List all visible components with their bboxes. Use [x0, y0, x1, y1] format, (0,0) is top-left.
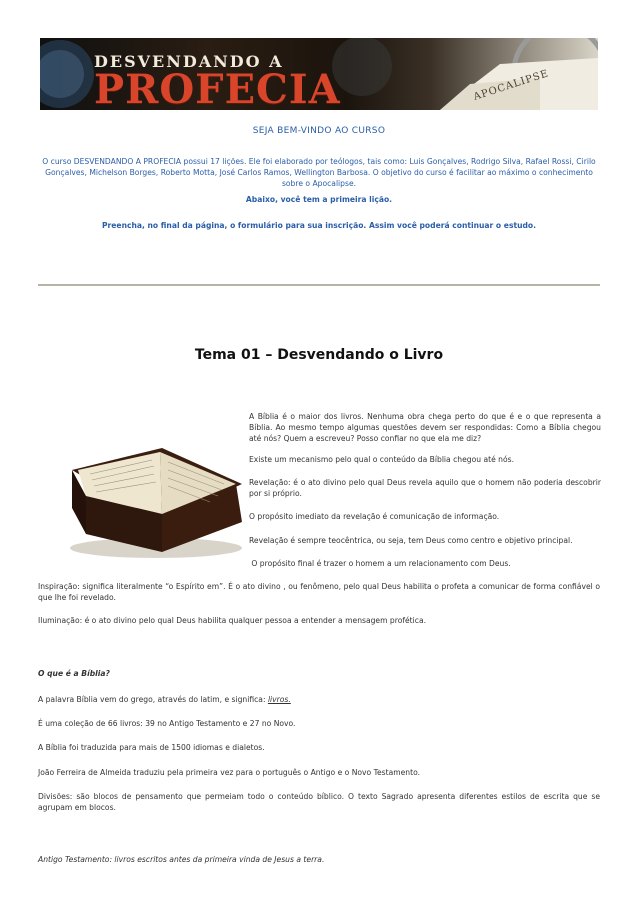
old-testament-paragraph: Antigo Testamento: livros escritos antes da primeira vinda de Jesus a terra. — [38, 855, 325, 864]
registration-note: Preencha, no final da página, o formulário para sua inscrição. Assim você poderá continuar o estudo. — [101, 221, 537, 230]
ferreira-paragraph: João Ferreira de Almeida traduziu pela primeira vez para o português o Antigo e o Novo Testamento. — [38, 768, 421, 777]
divisions-paragraph: Divisões: são blocos de pensamento que permeiam todo o conteúdo bíblico. O texto Sagrado apresenta diferentes estilos de escrita que se agrupam em blocos. — [38, 792, 600, 812]
course-intro: O curso DESVENDANDO A PROFECIA possui 17 lições. Ele foi elaborado por teólogos, tais como: Luis Gonçalves, Rodrigo Silva, Rafael Rossi, Cirilo Gonçalves, Michelson Borges, Roberto Motta, José Carlos Ramos, Wellington Barbosa. O objetivo do curso é facilitar ao máximo o conhecimento sobre o Apocalipse. — [42, 157, 596, 188]
banner-top-text: DESVENDANDO A — [94, 52, 284, 71]
word-origin-text: A palavra Bíblia vem do grego, através do latim, e significa: — [38, 695, 268, 704]
what-is-bible-heading: O que é a Bíblia? — [38, 669, 110, 678]
side-paragraph: Revelação: é o ato divino pelo qual Deus revela aquilo que o homem não poderia descobrir por si próprio. — [249, 478, 601, 498]
lesson-title: Tema 01 – Desvendando o Livro — [194, 347, 444, 363]
word-origin-paragraph — [38, 694, 600, 705]
side-paragraph: Existe um mecanismo pelo qual o conteúdo da Bíblia chegou até nós. — [249, 455, 514, 464]
section-divider — [38, 284, 600, 286]
side-paragraph: O propósito imediato da revelação é comunicação de informação. — [249, 512, 500, 521]
side-paragraph: O propósito final é trazer o homem a um relacionamento com Deus. — [249, 559, 511, 568]
word-origin-term: livros. — [267, 695, 291, 704]
banner-book-text: APOCALIPSE — [472, 68, 551, 103]
header-banner — [40, 38, 598, 110]
collection-paragraph: É uma coleção de 66 livros: 39 no Antigo Testamento e 27 no Novo. — [38, 719, 296, 728]
illumination-paragraph: Iluminação: é o ato divino pelo qual Deus habilita qualquer pessoa a entender a mensagem profética. — [38, 616, 427, 625]
side-paragraph: A Bíblia é o maior dos livros. Nenhuma obra chega perto do que é e o que representa a Bíblia. Ao mesmo tempo algumas questões devem ser respondidas: Como a Bíblia chegou até nós? Quem a escreveu? Posso confiar no que ela me diz? — [249, 412, 601, 443]
translation-paragraph: A Bíblia foi traduzida para mais de 1500 idiomas e dialetos. — [38, 743, 265, 752]
open-bible-image — [64, 430, 244, 560]
banner-main-text: PROFECIA — [94, 66, 341, 110]
side-paragraph: Revelação é sempre teocêntrica, ou seja, tem Deus como centro e objetivo principal. — [249, 536, 573, 545]
first-lesson-note: Abaixo, você tem a primeira lição. — [245, 195, 393, 204]
inspiration-paragraph: Inspiração: significa literalmente “o Espírito em”. É o ato divino , ou fenômeno, pelo qual Deus habilita o profeta a comunicar de forma confiável o que lhe foi revelado. — [38, 582, 600, 602]
welcome-heading: SEJA BEM-VINDO AO CURSO — [252, 126, 386, 136]
